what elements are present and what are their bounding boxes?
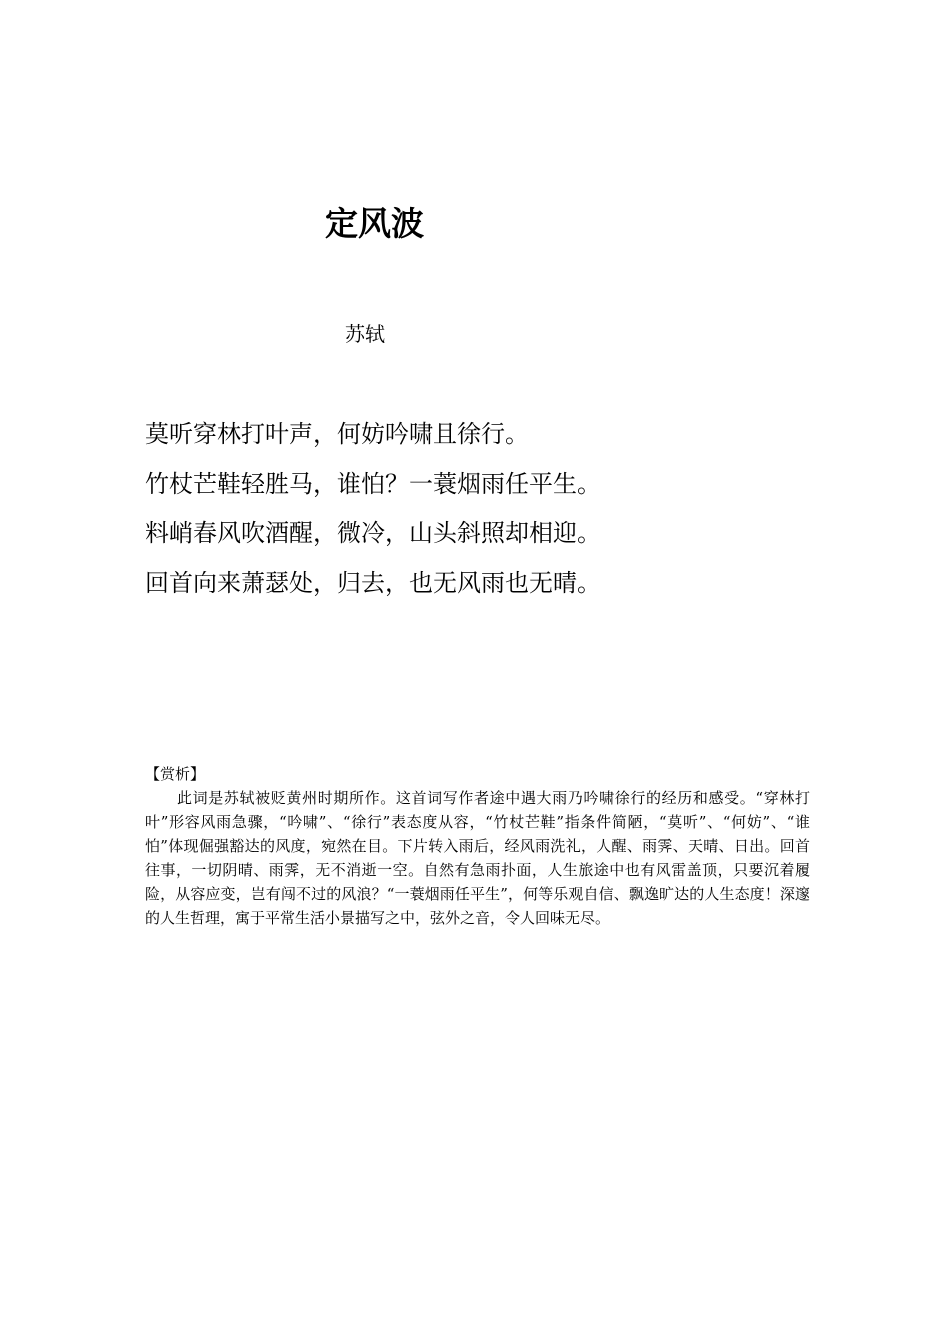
- analysis-paragraph: 此词是苏轼被贬黄州时期所作。这首词写作者途中遇大雨乃吟啸徐行的经历和感受。“穿林打叶”形容风雨急骤，“吟啸”、“徐行”表态度从容，“竹杖芒鞋”指条件简陋，“莫听”、“何妨”、“谁怕”体现倔强豁达的风度，宛然在目。下片转入雨后，经风雨洗礼，人醒、雨霁、天晴、日出。回首往事，一切阴晴、雨霁，无不消逝一空。自然有急雨扑面，人生旅途中也有风雷盖顶，只要沉着履险，从容应变，岂有闯不过的风浪？“一蓑烟雨任平生”，何等乐观自信、飘逸旷达的人生态度！深邃的人生哲理，寓于平常生活小景描写之中，弦外之音，令人回味无尽。: [145, 789, 810, 927]
- poem-line: 莫听穿林打叶声，何妨吟啸且徐行。: [145, 420, 529, 448]
- poem-line: 回首向来萧瑟处，归去，也无风雨也无晴。: [145, 568, 601, 597]
- poem-line: 竹杖芒鞋轻胜马，谁怕？一蓑烟雨任平生。: [145, 469, 601, 498]
- poem-author: 苏轼: [345, 322, 385, 346]
- analysis-section: [145, 762, 810, 930]
- poem-title: 定风波: [325, 204, 424, 243]
- poem-body: [145, 410, 845, 608]
- analysis-heading: 【赏析】: [145, 765, 206, 783]
- poem-line: 料峭春风吹酒醒，微冷，山头斜照却相迎。: [145, 519, 601, 547]
